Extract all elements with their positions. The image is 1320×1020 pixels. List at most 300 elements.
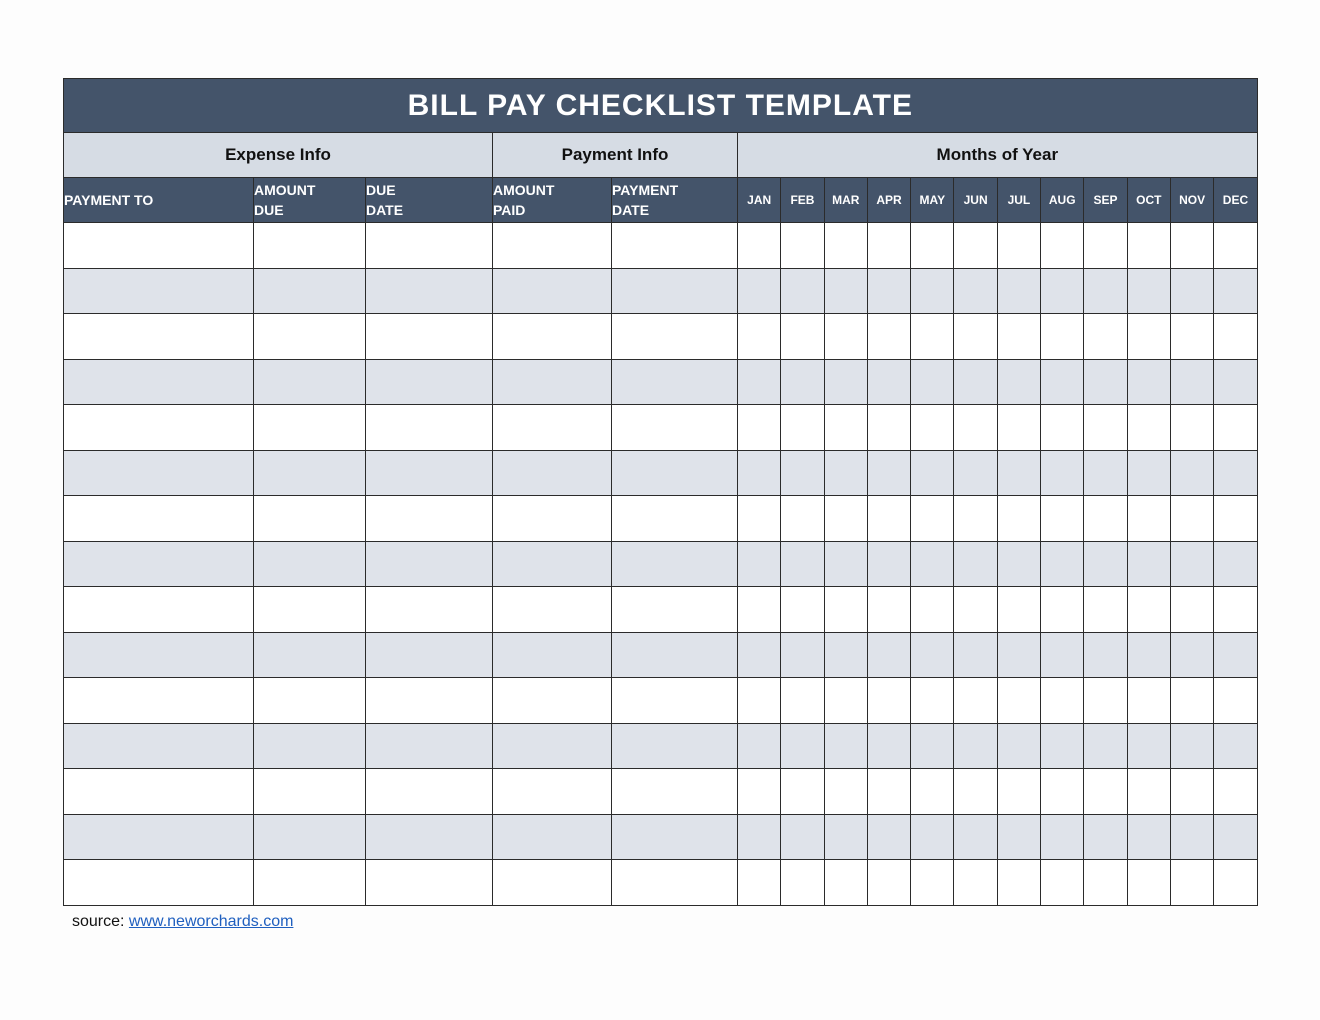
bill-pay-checklist-table	[63, 78, 1258, 906]
table-row	[64, 541, 1258, 587]
cell-month-oct[interactable]	[1127, 860, 1170, 906]
cell-amount-paid[interactable]	[493, 450, 612, 496]
column-header-month-sep: SEP	[1084, 178, 1127, 223]
cell-month-nov[interactable]	[1170, 541, 1213, 587]
cell-month-dec[interactable]	[1214, 769, 1257, 815]
cell-payment-date[interactable]	[612, 769, 738, 815]
cell-amount-paid[interactable]	[493, 541, 612, 587]
column-header-label: PAID	[493, 202, 526, 218]
cell-month-feb[interactable]	[781, 541, 824, 587]
cell-month-nov[interactable]	[1170, 268, 1213, 314]
cell-amount-paid[interactable]	[493, 359, 612, 405]
table-row	[64, 268, 1258, 314]
cell-month-jan[interactable]	[738, 769, 781, 815]
cell-month-nov[interactable]	[1170, 723, 1213, 769]
cell-month-apr[interactable]	[867, 359, 910, 405]
column-header-label: AMOUNT	[493, 182, 555, 198]
cell-payment-date[interactable]	[612, 541, 738, 587]
cell-month-sep[interactable]	[1084, 587, 1127, 633]
column-header-label: PAYMENT	[612, 182, 679, 198]
cell-month-feb[interactable]	[781, 678, 824, 724]
cell-month-apr[interactable]	[867, 860, 910, 906]
cell-month-sep[interactable]	[1084, 814, 1127, 860]
cell-month-aug[interactable]	[1041, 359, 1084, 405]
cell-month-nov[interactable]	[1170, 450, 1213, 496]
cell-month-feb[interactable]	[781, 587, 824, 633]
cell-month-jun[interactable]	[954, 223, 997, 269]
cell-month-nov[interactable]	[1170, 814, 1213, 860]
cell-amount-due[interactable]	[254, 268, 366, 314]
cell-amount-due[interactable]	[254, 223, 366, 269]
cell-amount-paid[interactable]	[493, 314, 612, 360]
cell-amount-paid[interactable]	[493, 814, 612, 860]
cell-month-jun[interactable]	[954, 632, 997, 678]
cell-month-apr[interactable]	[867, 769, 910, 815]
cell-due-date[interactable]	[366, 587, 493, 633]
cell-month-mar[interactable]	[824, 450, 867, 496]
cell-amount-paid[interactable]	[493, 268, 612, 314]
cell-due-date[interactable]	[366, 723, 493, 769]
cell-month-mar[interactable]	[824, 541, 867, 587]
cell-month-mar[interactable]	[824, 814, 867, 860]
cell-month-apr[interactable]	[867, 678, 910, 724]
cell-month-may[interactable]	[911, 359, 954, 405]
cell-month-jun[interactable]	[954, 723, 997, 769]
cell-month-aug[interactable]	[1041, 587, 1084, 633]
cell-month-jul[interactable]	[997, 678, 1040, 724]
cell-month-oct[interactable]	[1127, 678, 1170, 724]
cell-month-sep[interactable]	[1084, 314, 1127, 360]
cell-month-oct[interactable]	[1127, 541, 1170, 587]
cell-due-date[interactable]	[366, 541, 493, 587]
cell-amount-due[interactable]	[254, 769, 366, 815]
cell-month-oct[interactable]	[1127, 632, 1170, 678]
cell-month-mar[interactable]	[824, 405, 867, 451]
cell-month-aug[interactable]	[1041, 814, 1084, 860]
cell-payment-date[interactable]	[612, 678, 738, 724]
cell-month-dec[interactable]	[1214, 814, 1257, 860]
cell-payment-date[interactable]	[612, 814, 738, 860]
cell-month-mar[interactable]	[824, 223, 867, 269]
cell-month-jan[interactable]	[738, 496, 781, 542]
table-row	[64, 860, 1258, 906]
cell-month-apr[interactable]	[867, 223, 910, 269]
cell-month-apr[interactable]	[867, 632, 910, 678]
cell-month-dec[interactable]	[1214, 496, 1257, 542]
column-header-amount-paid	[493, 178, 612, 223]
cell-amount-due[interactable]	[254, 314, 366, 360]
cell-month-apr[interactable]	[867, 496, 910, 542]
cell-due-date[interactable]	[366, 632, 493, 678]
column-header-label: PAYMENT TO	[64, 192, 154, 208]
table-row	[64, 678, 1258, 724]
cell-month-apr[interactable]	[867, 314, 910, 360]
cell-payment-to[interactable]	[64, 723, 254, 769]
cell-month-aug[interactable]	[1041, 860, 1084, 906]
cell-month-jun[interactable]	[954, 541, 997, 587]
cell-amount-paid[interactable]	[493, 587, 612, 633]
cell-month-dec[interactable]	[1214, 405, 1257, 451]
column-header-label: DATE	[366, 202, 404, 218]
cell-month-aug[interactable]	[1041, 496, 1084, 542]
cell-month-apr[interactable]	[867, 268, 910, 314]
cell-month-jan[interactable]	[738, 587, 781, 633]
cell-month-apr[interactable]	[867, 814, 910, 860]
cell-payment-date[interactable]	[612, 405, 738, 451]
column-header-month-nov: NOV	[1170, 178, 1213, 223]
cell-month-jun[interactable]	[954, 860, 997, 906]
group-header-payment-info: Payment Info	[493, 133, 738, 178]
cell-month-jul[interactable]	[997, 314, 1040, 360]
cell-month-jun[interactable]	[954, 450, 997, 496]
column-header-label: DATE	[612, 202, 650, 218]
cell-month-apr[interactable]	[867, 541, 910, 587]
column-header-label: DUE	[366, 182, 396, 198]
cell-month-jan[interactable]	[738, 541, 781, 587]
cell-payment-to[interactable]	[64, 632, 254, 678]
cell-month-dec[interactable]	[1214, 860, 1257, 906]
table-row	[64, 223, 1258, 269]
cell-month-jan[interactable]	[738, 359, 781, 405]
source-link[interactable]: www.neworchards.com	[128, 913, 294, 930]
cell-due-date[interactable]	[366, 496, 493, 542]
cell-month-jul[interactable]	[997, 814, 1040, 860]
column-header-payment-to	[64, 178, 254, 223]
column-header-label: AMOUNT	[254, 182, 316, 198]
cell-month-jan[interactable]	[738, 314, 781, 360]
cell-month-mar[interactable]	[824, 587, 867, 633]
cell-payment-to[interactable]	[64, 359, 254, 405]
cell-month-may[interactable]	[911, 223, 954, 269]
cell-month-aug[interactable]	[1041, 723, 1084, 769]
cell-month-may[interactable]	[911, 678, 954, 724]
cell-month-aug[interactable]	[1041, 268, 1084, 314]
cell-month-dec[interactable]	[1214, 723, 1257, 769]
table-row	[64, 359, 1258, 405]
cell-month-may[interactable]	[911, 860, 954, 906]
cell-due-date[interactable]	[366, 223, 493, 269]
cell-month-mar[interactable]	[824, 359, 867, 405]
cell-month-may[interactable]	[911, 814, 954, 860]
cell-month-feb[interactable]	[781, 223, 824, 269]
cell-month-sep[interactable]	[1084, 541, 1127, 587]
cell-month-oct[interactable]	[1127, 405, 1170, 451]
cell-month-dec[interactable]	[1214, 450, 1257, 496]
cell-amount-paid[interactable]	[493, 496, 612, 542]
cell-month-may[interactable]	[911, 541, 954, 587]
cell-month-may[interactable]	[911, 723, 954, 769]
cell-month-feb[interactable]	[781, 723, 824, 769]
source-note	[72, 913, 293, 931]
cell-month-feb[interactable]	[781, 860, 824, 906]
cell-month-jan[interactable]	[738, 860, 781, 906]
cell-month-dec[interactable]	[1214, 678, 1257, 724]
cell-month-jun[interactable]	[954, 587, 997, 633]
cell-month-feb[interactable]	[781, 632, 824, 678]
cell-month-oct[interactable]	[1127, 314, 1170, 360]
column-header-payment-date	[612, 178, 738, 223]
cell-month-jan[interactable]	[738, 405, 781, 451]
cell-month-nov[interactable]	[1170, 860, 1213, 906]
cell-payment-to[interactable]	[64, 814, 254, 860]
cell-month-sep[interactable]	[1084, 496, 1127, 542]
cell-payment-to[interactable]	[64, 587, 254, 633]
group-header-months-of-year: Months of Year	[738, 133, 1258, 178]
cell-amount-due[interactable]	[254, 541, 366, 587]
cell-month-sep[interactable]	[1084, 223, 1127, 269]
checklist-rows	[64, 223, 1258, 906]
cell-payment-to[interactable]	[64, 314, 254, 360]
cell-month-sep[interactable]	[1084, 769, 1127, 815]
cell-month-apr[interactable]	[867, 405, 910, 451]
cell-month-apr[interactable]	[867, 450, 910, 496]
cell-month-oct[interactable]	[1127, 496, 1170, 542]
column-header-month-jul: JUL	[997, 178, 1040, 223]
cell-month-jan[interactable]	[738, 268, 781, 314]
cell-month-oct[interactable]	[1127, 814, 1170, 860]
cell-month-jul[interactable]	[997, 223, 1040, 269]
cell-amount-due[interactable]	[254, 632, 366, 678]
cell-month-jul[interactable]	[997, 769, 1040, 815]
table-row	[64, 496, 1258, 542]
column-header-month-aug: AUG	[1041, 178, 1084, 223]
cell-month-nov[interactable]	[1170, 314, 1213, 360]
cell-month-jul[interactable]	[997, 587, 1040, 633]
cell-month-sep[interactable]	[1084, 450, 1127, 496]
column-header-month-may: MAY	[911, 178, 954, 223]
cell-month-mar[interactable]	[824, 769, 867, 815]
table-row	[64, 314, 1258, 360]
cell-payment-date[interactable]	[612, 359, 738, 405]
cell-payment-date[interactable]	[612, 723, 738, 769]
cell-month-oct[interactable]	[1127, 587, 1170, 633]
cell-month-aug[interactable]	[1041, 314, 1084, 360]
cell-month-feb[interactable]	[781, 450, 824, 496]
cell-month-jan[interactable]	[738, 450, 781, 496]
cell-payment-to[interactable]	[64, 541, 254, 587]
cell-due-date[interactable]	[366, 405, 493, 451]
cell-month-dec[interactable]	[1214, 632, 1257, 678]
table-row	[64, 632, 1258, 678]
cell-month-mar[interactable]	[824, 860, 867, 906]
cell-month-jul[interactable]	[997, 405, 1040, 451]
cell-month-mar[interactable]	[824, 723, 867, 769]
cell-payment-to[interactable]	[64, 450, 254, 496]
cell-month-nov[interactable]	[1170, 359, 1213, 405]
cell-amount-paid[interactable]	[493, 632, 612, 678]
cell-month-may[interactable]	[911, 450, 954, 496]
cell-payment-date[interactable]	[612, 314, 738, 360]
cell-month-jan[interactable]	[738, 678, 781, 724]
cell-amount-paid[interactable]	[493, 678, 612, 724]
cell-month-oct[interactable]	[1127, 223, 1170, 269]
cell-month-mar[interactable]	[824, 678, 867, 724]
cell-payment-to[interactable]	[64, 268, 254, 314]
cell-month-jun[interactable]	[954, 496, 997, 542]
cell-amount-paid[interactable]	[493, 769, 612, 815]
cell-amount-due[interactable]	[254, 450, 366, 496]
cell-payment-date[interactable]	[612, 632, 738, 678]
column-header-month-dec: DEC	[1214, 178, 1257, 223]
cell-month-may[interactable]	[911, 496, 954, 542]
group-header-expense-info: Expense Info	[64, 133, 493, 178]
cell-amount-paid[interactable]	[493, 723, 612, 769]
cell-due-date[interactable]	[366, 814, 493, 860]
cell-month-jun[interactable]	[954, 769, 997, 815]
cell-payment-date[interactable]	[612, 450, 738, 496]
cell-month-sep[interactable]	[1084, 678, 1127, 724]
cell-payment-date[interactable]	[612, 860, 738, 906]
cell-month-may[interactable]	[911, 587, 954, 633]
cell-month-jul[interactable]	[997, 496, 1040, 542]
cell-due-date[interactable]	[366, 678, 493, 724]
cell-payment-to[interactable]	[64, 223, 254, 269]
cell-month-jun[interactable]	[954, 814, 997, 860]
cell-amount-due[interactable]	[254, 359, 366, 405]
cell-amount-due[interactable]	[254, 678, 366, 724]
cell-month-jul[interactable]	[997, 860, 1040, 906]
cell-month-mar[interactable]	[824, 314, 867, 360]
cell-month-jul[interactable]	[997, 632, 1040, 678]
cell-month-aug[interactable]	[1041, 405, 1084, 451]
cell-month-nov[interactable]	[1170, 496, 1213, 542]
cell-payment-to[interactable]	[64, 769, 254, 815]
cell-month-dec[interactable]	[1214, 359, 1257, 405]
cell-month-aug[interactable]	[1041, 223, 1084, 269]
cell-month-may[interactable]	[911, 632, 954, 678]
source-label: source:	[72, 913, 129, 930]
cell-payment-to[interactable]	[64, 496, 254, 542]
cell-month-jan[interactable]	[738, 814, 781, 860]
cell-due-date[interactable]	[366, 268, 493, 314]
cell-month-may[interactable]	[911, 769, 954, 815]
cell-month-sep[interactable]	[1084, 860, 1127, 906]
cell-month-may[interactable]	[911, 405, 954, 451]
cell-month-jul[interactable]	[997, 359, 1040, 405]
cell-month-jul[interactable]	[997, 450, 1040, 496]
cell-month-aug[interactable]	[1041, 769, 1084, 815]
cell-amount-due[interactable]	[254, 587, 366, 633]
cell-payment-to[interactable]	[64, 678, 254, 724]
column-header-month-apr: APR	[867, 178, 910, 223]
table-row	[64, 405, 1258, 451]
cell-amount-due[interactable]	[254, 814, 366, 860]
cell-month-nov[interactable]	[1170, 587, 1213, 633]
cell-month-nov[interactable]	[1170, 678, 1213, 724]
cell-month-oct[interactable]	[1127, 769, 1170, 815]
cell-month-apr[interactable]	[867, 723, 910, 769]
cell-amount-paid[interactable]	[493, 860, 612, 906]
cell-month-jun[interactable]	[954, 678, 997, 724]
cell-month-dec[interactable]	[1214, 268, 1257, 314]
cell-amount-paid[interactable]	[493, 405, 612, 451]
cell-month-feb[interactable]	[781, 769, 824, 815]
cell-month-oct[interactable]	[1127, 450, 1170, 496]
cell-month-nov[interactable]	[1170, 769, 1213, 815]
cell-due-date[interactable]	[366, 359, 493, 405]
cell-due-date[interactable]	[366, 450, 493, 496]
cell-month-jul[interactable]	[997, 541, 1040, 587]
cell-payment-date[interactable]	[612, 496, 738, 542]
cell-month-mar[interactable]	[824, 268, 867, 314]
cell-month-nov[interactable]	[1170, 405, 1213, 451]
cell-due-date[interactable]	[366, 860, 493, 906]
table-row	[64, 723, 1258, 769]
cell-payment-date[interactable]	[612, 587, 738, 633]
cell-due-date[interactable]	[366, 769, 493, 815]
cell-amount-paid[interactable]	[493, 223, 612, 269]
cell-month-aug[interactable]	[1041, 541, 1084, 587]
cell-amount-due[interactable]	[254, 860, 366, 906]
cell-payment-to[interactable]	[64, 405, 254, 451]
cell-amount-due[interactable]	[254, 405, 366, 451]
cell-month-nov[interactable]	[1170, 632, 1213, 678]
cell-month-jul[interactable]	[997, 268, 1040, 314]
cell-month-dec[interactable]	[1214, 314, 1257, 360]
cell-amount-due[interactable]	[254, 496, 366, 542]
cell-month-aug[interactable]	[1041, 632, 1084, 678]
column-header-label: DUE	[254, 202, 284, 218]
table-row	[64, 450, 1258, 496]
cell-month-oct[interactable]	[1127, 268, 1170, 314]
cell-month-sep[interactable]	[1084, 359, 1127, 405]
cell-month-feb[interactable]	[781, 314, 824, 360]
cell-month-may[interactable]	[911, 314, 954, 360]
cell-month-jan[interactable]	[738, 723, 781, 769]
cell-month-jul[interactable]	[997, 723, 1040, 769]
column-header-amount-due	[254, 178, 366, 223]
cell-month-jun[interactable]	[954, 405, 997, 451]
cell-month-jan[interactable]	[738, 632, 781, 678]
cell-payment-to[interactable]	[64, 860, 254, 906]
cell-month-sep[interactable]	[1084, 268, 1127, 314]
cell-month-dec[interactable]	[1214, 587, 1257, 633]
cell-payment-date[interactable]	[612, 223, 738, 269]
cell-month-may[interactable]	[911, 268, 954, 314]
cell-month-feb[interactable]	[781, 496, 824, 542]
cell-month-feb[interactable]	[781, 405, 824, 451]
column-header-month-jun: JUN	[954, 178, 997, 223]
column-header-month-oct: OCT	[1127, 178, 1170, 223]
column-header-month-feb: FEB	[781, 178, 824, 223]
cell-month-jun[interactable]	[954, 314, 997, 360]
cell-month-mar[interactable]	[824, 496, 867, 542]
cell-month-dec[interactable]	[1214, 541, 1257, 587]
cell-payment-date[interactable]	[612, 268, 738, 314]
cell-month-oct[interactable]	[1127, 359, 1170, 405]
cell-month-feb[interactable]	[781, 359, 824, 405]
cell-month-apr[interactable]	[867, 587, 910, 633]
cell-month-dec[interactable]	[1214, 223, 1257, 269]
cell-month-sep[interactable]	[1084, 405, 1127, 451]
cell-month-feb[interactable]	[781, 814, 824, 860]
cell-due-date[interactable]	[366, 314, 493, 360]
cell-month-nov[interactable]	[1170, 223, 1213, 269]
cell-month-aug[interactable]	[1041, 450, 1084, 496]
cell-month-jan[interactable]	[738, 223, 781, 269]
cell-month-jun[interactable]	[954, 359, 997, 405]
table-row	[64, 587, 1258, 633]
cell-month-mar[interactable]	[824, 632, 867, 678]
cell-month-sep[interactable]	[1084, 723, 1127, 769]
cell-amount-due[interactable]	[254, 723, 366, 769]
cell-month-sep[interactable]	[1084, 632, 1127, 678]
cell-month-feb[interactable]	[781, 268, 824, 314]
table-row	[64, 814, 1258, 860]
cell-month-oct[interactable]	[1127, 723, 1170, 769]
cell-month-aug[interactable]	[1041, 678, 1084, 724]
cell-month-jun[interactable]	[954, 268, 997, 314]
